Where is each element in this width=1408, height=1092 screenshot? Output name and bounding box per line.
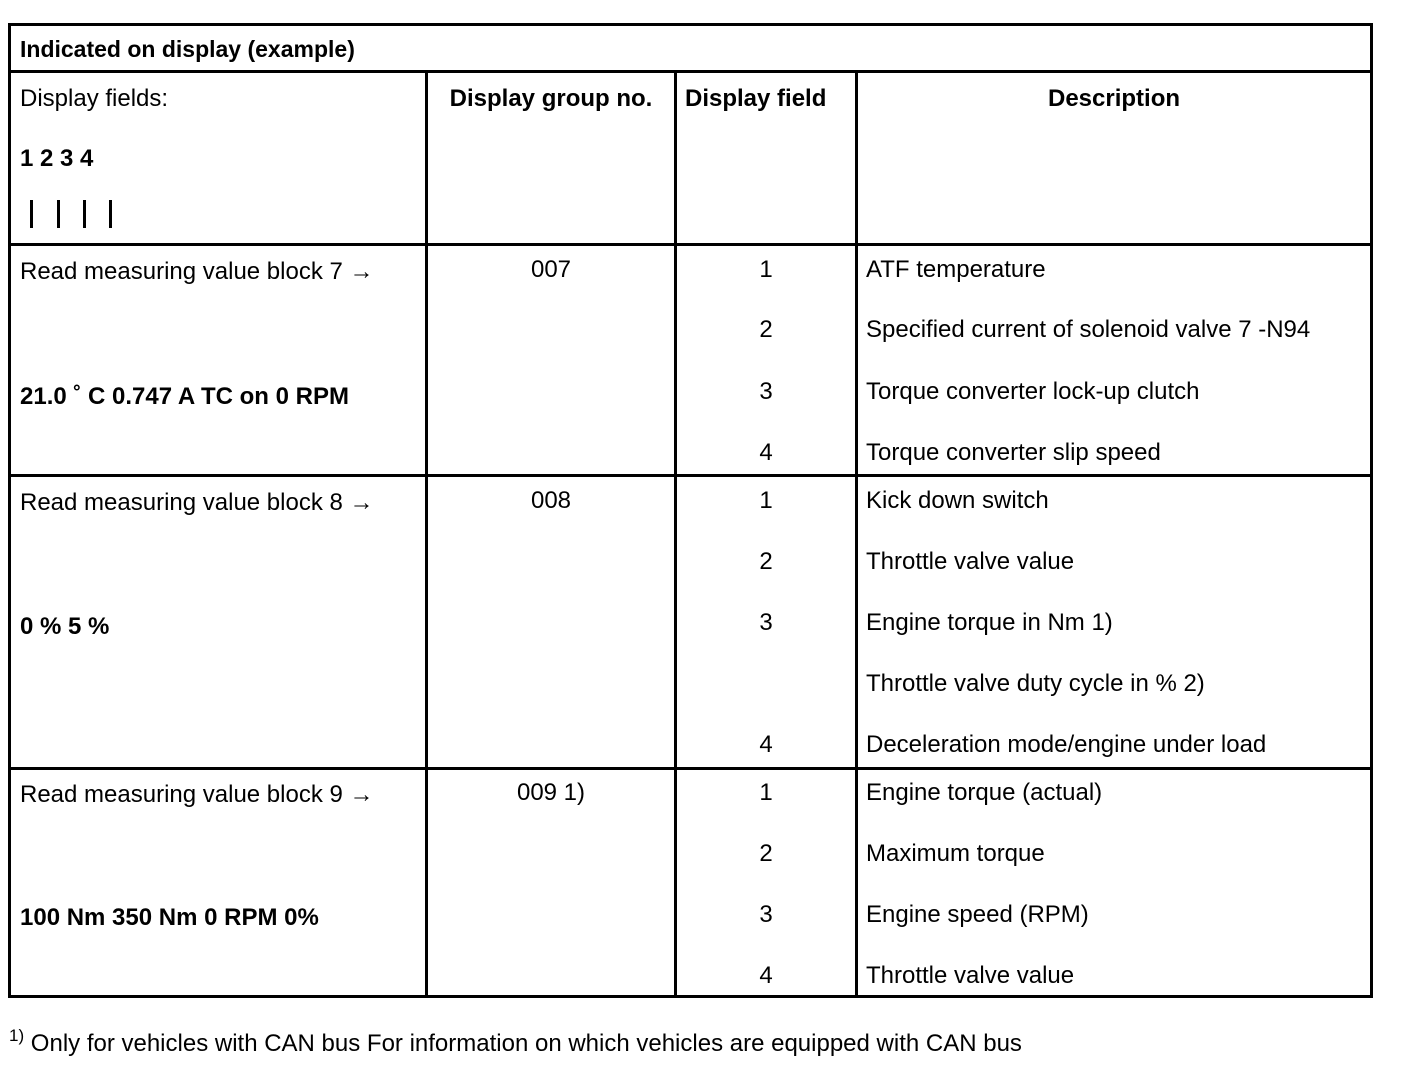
block-7-desc-1: ATF temperature: [866, 256, 1046, 283]
block-8-desc-1: Kick down switch: [866, 487, 1049, 514]
field-marker-4: [109, 200, 112, 228]
row-divider: [11, 474, 1370, 477]
block-9-field-1: 1: [759, 779, 773, 806]
block-9-label: Read measuring value block 9 →: [20, 781, 374, 808]
footnote: [9, 1026, 1022, 1058]
block-7-field-2: 2: [759, 316, 773, 343]
block-8-desc-3: Engine torque in Nm 1): [866, 609, 1113, 636]
block-8-value: 0 % 5 %: [20, 613, 110, 640]
block-8-label: Read measuring value block 8 →: [20, 489, 374, 516]
block-7-value: 21.0 ˚ C 0.747 A TC on 0 RPM: [20, 383, 349, 410]
block-8-desc-4: Deceleration mode/engine under load: [866, 731, 1267, 758]
block-9-group: 009 1): [516, 779, 586, 806]
block-8-desc-2: Throttle valve value: [866, 548, 1075, 575]
block-9-value: 100 Nm 350 Nm 0 RPM 0%: [20, 904, 319, 931]
header-display-group-no: Display group no.: [449, 85, 653, 112]
display-fields-label: Display fields:: [20, 85, 169, 112]
header-display-field: Display field: [685, 85, 827, 112]
table-title-row: [11, 26, 1370, 73]
block-9-desc-2: Maximum torque: [866, 840, 1045, 867]
block-7-field-3: 3: [759, 378, 773, 405]
block-7-desc-2: Specified current of solenoid valve 7 -N94: [866, 316, 1311, 343]
block-9-field-4: 4: [759, 962, 773, 989]
block-8-desc-3b: Throttle valve duty cycle in % 2): [866, 670, 1205, 697]
field-marker-1: [30, 200, 33, 228]
footnote-marker: 1): [9, 1026, 25, 1045]
block-9-desc-1: Engine torque (actual): [866, 779, 1103, 806]
block-8-field-3: 3: [759, 609, 773, 636]
block-7-desc-3: Torque converter lock-up clutch: [866, 378, 1200, 405]
column-divider: [855, 73, 858, 995]
row-divider: [11, 767, 1370, 770]
field-marker-3: [83, 200, 86, 228]
block-9-desc-4: Throttle valve value: [866, 962, 1075, 989]
block-7-field-4: 4: [759, 439, 773, 466]
block-7-group: 007: [530, 256, 572, 283]
block-8-field-2: 2: [759, 548, 773, 575]
block-7-field-1: 1: [759, 256, 773, 283]
row-divider: [11, 243, 1370, 246]
block-9-field-2: 2: [759, 840, 773, 867]
block-9-field-3: 3: [759, 901, 773, 928]
display-fields-numbers: 1 2 3 4: [20, 145, 94, 172]
column-divider: [425, 73, 428, 995]
table-title: Indicated on display (example): [20, 36, 355, 62]
header-description: Description: [1047, 85, 1181, 112]
block-9-desc-3: Engine speed (RPM): [866, 901, 1089, 928]
block-7-desc-4: Torque converter slip speed: [866, 439, 1161, 466]
block-8-group: 008: [530, 487, 572, 514]
block-8-field-4: 4: [759, 731, 773, 758]
measuring-value-table: [8, 23, 1373, 998]
footnote-text: Only for vehicles with CAN bus For information on which vehicles are equipped with CAN bus: [30, 1030, 1022, 1057]
field-marker-2: [57, 200, 60, 228]
block-8-field-1: 1: [759, 487, 773, 514]
block-7-label: Read measuring value block 7 →: [20, 258, 374, 285]
